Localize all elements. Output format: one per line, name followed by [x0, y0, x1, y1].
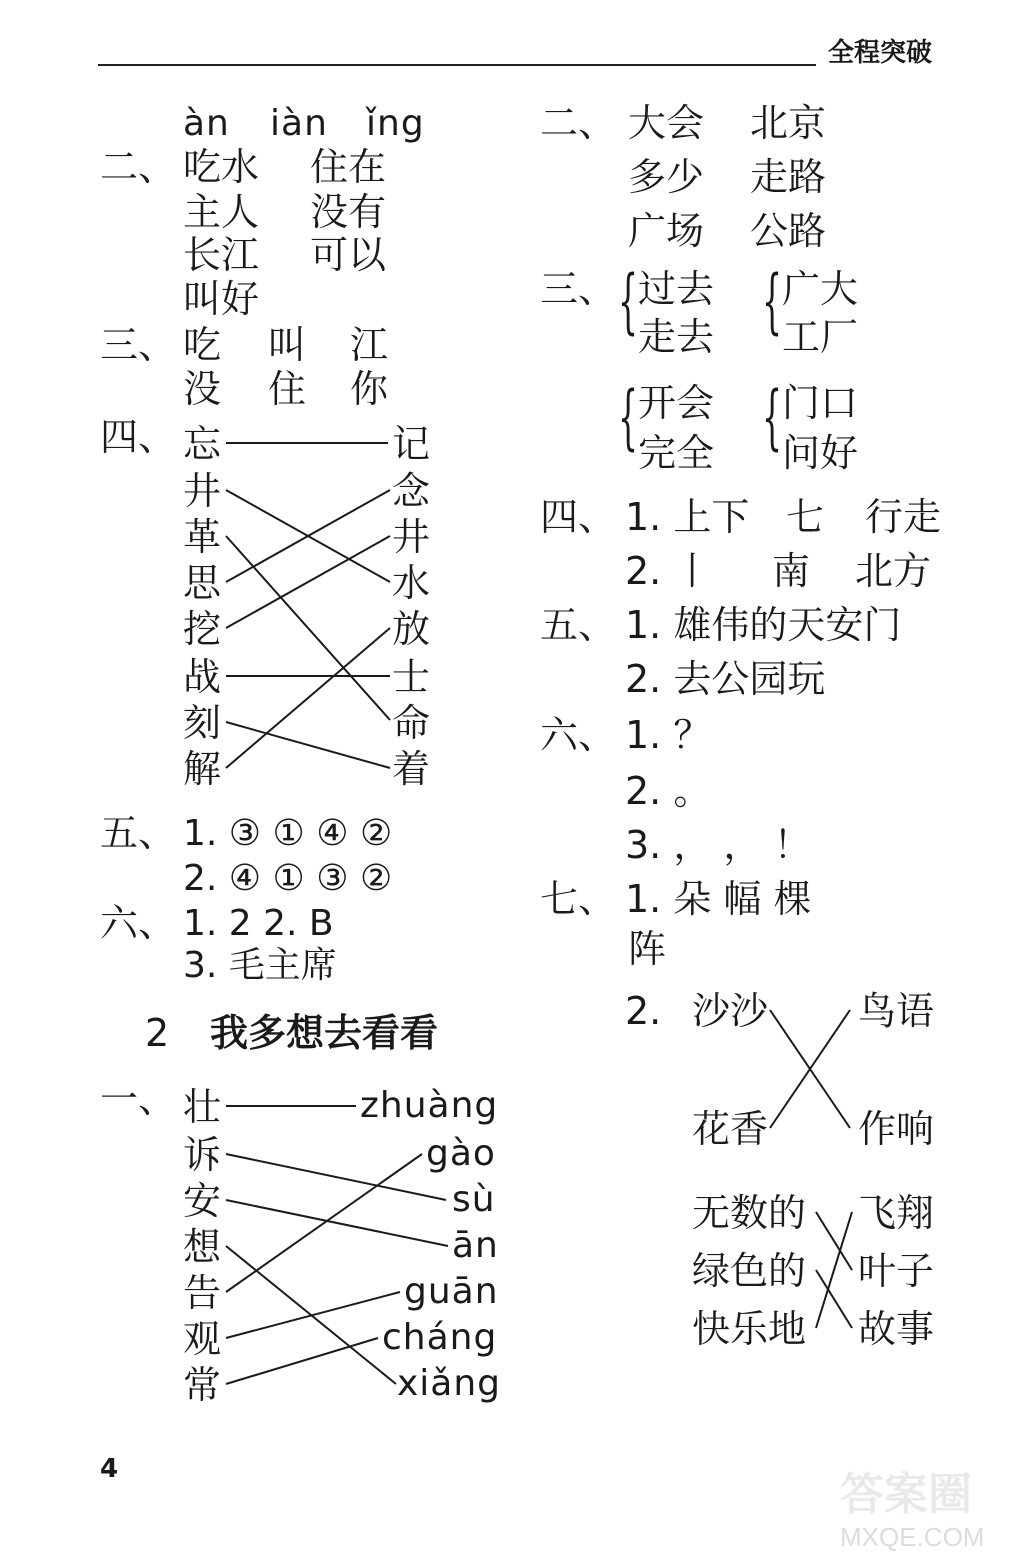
answer-line: 1. 雄伟的天安门 — [625, 603, 902, 647]
word: 公路 — [750, 209, 827, 253]
lesson-number: 2 — [145, 1011, 170, 1055]
match-pinyin: ān — [452, 1225, 499, 1266]
char: 吃 — [183, 323, 222, 367]
word: 叫好 — [183, 277, 260, 321]
match-line — [226, 1338, 378, 1384]
section-label-6: 六、 — [540, 713, 617, 757]
answer-line: 2. 。 — [625, 769, 712, 813]
pinyin-ing: ǐng — [366, 103, 425, 144]
match-word: 鸟语 — [858, 989, 935, 1033]
section-label-3: 三、 — [100, 323, 177, 367]
answer-line: 1. 2 2. B — [183, 903, 334, 944]
watermark — [840, 1458, 1020, 1552]
answer-line: 1. ③ ① ④ ② — [183, 813, 393, 854]
match-char: 壮 — [183, 1085, 222, 1129]
answer-line: 2. ④ ① ③ ② — [183, 858, 393, 899]
section-label-6: 六、 — [100, 901, 177, 945]
match-line — [816, 1212, 852, 1328]
match-left-char: 刻 — [183, 701, 222, 745]
match-line — [226, 536, 390, 628]
answer: 北方 — [855, 549, 932, 593]
answer: 行走 — [865, 495, 942, 539]
match-pinyin: zhuàng — [360, 1085, 499, 1126]
lesson-title: 我多想去看看 — [210, 1011, 439, 1055]
word: 广场 — [628, 209, 705, 253]
section-label-2: 二、 — [540, 101, 617, 145]
word: 开会 — [638, 381, 715, 425]
word: 北京 — [750, 101, 827, 145]
match-char: 安 — [183, 1179, 222, 1223]
match-left-char: 革 — [183, 515, 222, 559]
word: 门口 — [782, 381, 859, 425]
match-left-char: 忘 — [183, 422, 222, 466]
section-label-5: 五、 — [540, 603, 617, 647]
match-pinyin: guān — [404, 1271, 499, 1312]
match-right-char: 井 — [392, 515, 431, 559]
pinyin-ian: iàn — [270, 103, 328, 144]
word: 可以 — [310, 233, 387, 277]
section-label-4: 四、 — [540, 495, 617, 539]
word: 没有 — [310, 190, 387, 234]
match-line — [226, 1200, 448, 1246]
match-word: 花香 — [692, 1107, 769, 1151]
answer: 2. 丨 — [625, 549, 712, 593]
word: 大会 — [628, 101, 705, 145]
char: 没 — [183, 367, 222, 411]
answer-line: 1. ？ — [625, 713, 712, 757]
word: 吃水 — [183, 145, 260, 189]
brace-icon: { — [762, 260, 783, 342]
word: 住在 — [310, 145, 387, 189]
section-label-3: 三、 — [540, 267, 617, 311]
match-pinyin: xiǎng — [397, 1363, 502, 1404]
match-line — [226, 628, 390, 768]
brace-icon: { — [618, 376, 639, 458]
match-char: 常 — [183, 1363, 222, 1407]
match-left-char: 井 — [183, 469, 222, 513]
char: 你 — [350, 367, 389, 411]
match-right-char: 放 — [392, 607, 431, 651]
watermark-url: MXQE.COM — [840, 1522, 985, 1552]
match-line — [226, 722, 390, 768]
brace-icon: { — [762, 376, 783, 458]
word: 主人 — [183, 190, 260, 234]
answer: 1. 上下 — [625, 495, 750, 539]
answer-line: 3. ， ， ！ — [625, 823, 812, 867]
answer-line: 1. 朵 幅 棵 — [625, 877, 812, 921]
match-left-char: 挖 — [183, 607, 222, 651]
word: 长江 — [183, 233, 260, 277]
match-word: 绿色的 — [692, 1249, 807, 1293]
match-char: 想 — [183, 1225, 222, 1269]
match-char: 诉 — [183, 1133, 222, 1177]
answer: 南 — [772, 549, 811, 593]
match-word: 叶子 — [858, 1249, 935, 1293]
section-label-4: 四、 — [100, 415, 177, 459]
word: 多少 — [628, 155, 705, 199]
section-label-7: 七、 — [540, 877, 617, 921]
word: 完全 — [638, 431, 715, 475]
item-number: 2. — [625, 989, 662, 1033]
section-label-2: 二、 — [100, 145, 177, 189]
match-word: 无数的 — [692, 1191, 807, 1235]
match-word: 作响 — [858, 1107, 935, 1151]
pinyin-an: àn — [183, 103, 230, 144]
answer-line: 2. 去公园玩 — [625, 657, 826, 701]
match-right-char: 着 — [392, 747, 431, 791]
match-line — [226, 1292, 400, 1338]
match-right-char: 念 — [392, 469, 431, 513]
match-left-char: 思 — [183, 561, 222, 605]
word: 工厂 — [782, 315, 859, 359]
char: 叫 — [268, 323, 307, 367]
brace-icon: { — [618, 260, 639, 342]
match-right-char: 记 — [392, 422, 431, 466]
answer-line: 3. 毛主席 — [183, 945, 337, 986]
match-char: 告 — [183, 1271, 222, 1315]
header-title: 全程突破 — [828, 38, 933, 68]
word: 走路 — [750, 155, 827, 199]
answer: 七 — [786, 495, 825, 539]
match-pinyin: sù — [452, 1179, 496, 1220]
match-right-char: 士 — [392, 655, 431, 699]
match-right-char: 水 — [392, 561, 431, 605]
word: 走去 — [638, 315, 715, 359]
word: 过去 — [638, 267, 715, 311]
char: 住 — [268, 367, 307, 411]
answer-line: 阵 — [628, 927, 667, 971]
match-word: 飞翔 — [858, 1191, 935, 1235]
match-right-char: 命 — [392, 701, 431, 745]
match-left-char: 战 — [183, 655, 222, 699]
page-number: 4 — [100, 1454, 119, 1484]
match-line — [816, 1270, 852, 1328]
match-word: 快乐地 — [692, 1307, 807, 1351]
word: 广大 — [782, 267, 859, 311]
match-line — [226, 536, 390, 720]
match-word: 故事 — [858, 1307, 935, 1351]
match-char: 观 — [183, 1317, 222, 1361]
section-label-5: 五、 — [100, 811, 177, 855]
match-left-char: 解 — [183, 747, 222, 791]
char: 江 — [350, 323, 389, 367]
match-line — [816, 1212, 852, 1270]
word: 问好 — [782, 431, 859, 475]
section-label-1: 一、 — [100, 1077, 177, 1121]
match-pinyin: gào — [426, 1133, 496, 1174]
watermark-brand: 答案圈 — [840, 1469, 972, 1520]
match-pinyin: cháng — [382, 1317, 498, 1358]
match-word: 沙沙 — [692, 989, 769, 1033]
